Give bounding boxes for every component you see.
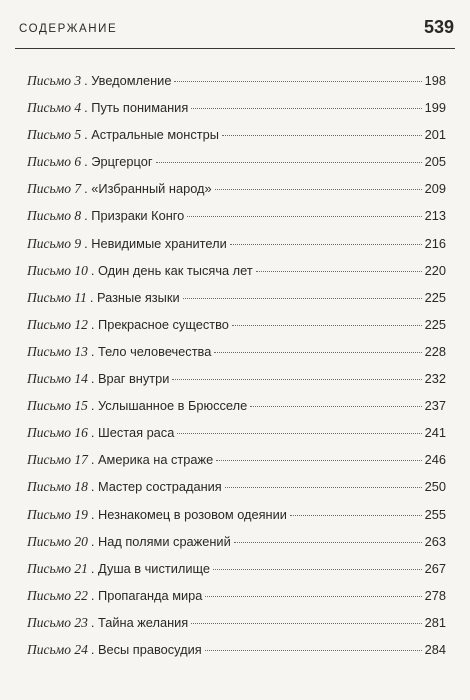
entry-page-number: 237	[424, 398, 446, 414]
dot-leader	[191, 623, 421, 624]
entry-letter-label: Письмо 4	[27, 100, 82, 116]
entry-title: . Прекрасное существо	[90, 316, 229, 332]
dot-leader	[213, 569, 422, 570]
dot-leader	[205, 650, 422, 651]
entry-letter-label: Письмо 13	[27, 343, 88, 359]
entry-letter-label: Письмо 10	[27, 262, 88, 278]
entry-title: . Услышанное в Брюсселе	[90, 398, 248, 414]
dot-leader	[230, 244, 422, 245]
dot-leader	[172, 379, 421, 380]
entry-title: . Америка на страже	[90, 452, 214, 468]
toc-entry	[27, 152, 446, 179]
entry-title: . Тайна желания	[90, 614, 189, 630]
entry-page-number: 201	[424, 127, 446, 143]
dot-leader	[216, 460, 421, 461]
toc-entry	[27, 396, 446, 423]
dot-leader	[214, 352, 421, 353]
entry-page-number: 246	[424, 452, 446, 468]
toc-entry	[27, 342, 446, 369]
entry-title: . Эрцгерцог	[84, 154, 153, 170]
entry-letter-label: Письмо 16	[27, 425, 88, 441]
entry-page-number: 216	[424, 235, 446, 251]
entry-letter-label: Письмо 20	[27, 533, 88, 549]
entry-letter-label: Письмо 7	[27, 181, 82, 197]
toc-entry	[27, 315, 446, 342]
entry-letter-label: Письмо 17	[27, 452, 88, 468]
entry-title: . Астральные монстры	[84, 127, 219, 143]
toc-entry	[27, 559, 446, 586]
toc-entry	[27, 505, 446, 532]
entry-title: . Тело человечества	[90, 343, 212, 359]
toc-entry	[27, 125, 446, 152]
entry-letter-label: Письмо 24	[27, 641, 88, 657]
entry-letter-label: Письмо 6	[27, 154, 82, 170]
entry-letter-label: Письмо 23	[27, 614, 88, 630]
entry-title: . Душа в чистилище	[90, 560, 210, 576]
table-of-contents	[27, 71, 446, 667]
dot-leader	[250, 406, 421, 407]
toc-entry	[27, 477, 446, 504]
dot-leader	[256, 271, 422, 272]
entry-title: . «Избранный народ»	[84, 181, 212, 197]
entry-page-number: 278	[424, 587, 446, 603]
dot-leader	[234, 542, 422, 543]
entry-page-number: 205	[424, 154, 446, 170]
entry-page-number: 267	[424, 560, 446, 576]
entry-letter-label: Письмо 19	[27, 506, 88, 522]
entry-title: . Один день как тысяча лет	[90, 262, 253, 278]
entry-letter-label: Письмо 3	[27, 73, 82, 88]
entry-letter-label: Письмо 11	[27, 289, 87, 305]
toc-entry	[27, 423, 446, 450]
entry-letter-label: Письмо 14	[27, 371, 88, 387]
toc-entry	[27, 532, 446, 559]
entry-letter-label: Письмо 18	[27, 479, 88, 495]
entry-title: . Весы правосудия	[90, 641, 202, 657]
entry-title: . Призраки Конго	[84, 208, 185, 224]
entry-page-number: 250	[424, 479, 446, 495]
dot-leader	[215, 189, 422, 190]
entry-letter-label: Письмо 12	[27, 316, 88, 332]
toc-entry	[27, 179, 446, 206]
toc-entry	[27, 640, 446, 667]
entry-title: . Путь понимания	[84, 100, 189, 116]
dot-leader	[225, 487, 422, 488]
entry-title: . Уведомление	[84, 73, 172, 88]
toc-entry	[27, 369, 446, 396]
header-rule	[15, 48, 455, 49]
entry-page-number: 263	[424, 533, 446, 549]
entry-page-number: 199	[424, 100, 446, 116]
entry-page-number: 220	[424, 262, 446, 278]
dot-leader	[187, 216, 421, 217]
entry-page-number: 225	[424, 316, 446, 332]
entry-letter-label: Письмо 5	[27, 127, 82, 143]
entry-page-number: 198	[424, 73, 446, 88]
dot-leader	[177, 433, 421, 434]
entry-page-number: 284	[424, 641, 446, 657]
entry-letter-label: Письмо 8	[27, 208, 82, 224]
dot-leader	[174, 81, 421, 82]
entry-title: . Незнакомец в розовом одеянии	[90, 506, 287, 522]
toc-entry	[27, 450, 446, 477]
entry-letter-label: Письмо 9	[27, 235, 82, 251]
entry-page-number: 225	[424, 289, 446, 305]
dot-leader	[156, 162, 422, 163]
toc-entry	[27, 98, 446, 125]
entry-letter-label: Письмо 21	[27, 560, 88, 576]
dot-leader	[191, 108, 421, 109]
entry-title: . Невидимые хранители	[84, 235, 227, 251]
running-header	[19, 17, 454, 43]
entry-title: . Над полями сражений	[90, 533, 231, 549]
entry-title: . Пропаганда мира	[90, 587, 203, 603]
toc-entry	[27, 261, 446, 288]
entry-page-number: 209	[424, 181, 446, 197]
toc-entry	[27, 586, 446, 613]
toc-entry	[27, 613, 446, 640]
toc-entry	[27, 71, 446, 98]
dot-leader	[183, 298, 422, 299]
toc-entry	[27, 206, 446, 233]
entry-title: . Шестая раса	[90, 425, 175, 441]
entry-page-number: 241	[424, 425, 446, 441]
entry-title: . Разные языки	[89, 289, 180, 305]
page-number: 539	[423, 17, 454, 37]
entry-page-number: 232	[424, 371, 446, 387]
section-title: СОДЕРЖАНИЕ	[19, 23, 118, 35]
entry-page-number: 228	[424, 343, 446, 359]
dot-leader	[222, 135, 422, 136]
entry-page-number: 255	[424, 506, 446, 522]
entry-page-number: 213	[424, 208, 446, 224]
entry-title: . Мастер сострадания	[90, 479, 222, 495]
toc-entry	[27, 288, 446, 315]
entry-letter-label: Письмо 22	[27, 587, 88, 603]
toc-entry	[27, 234, 446, 261]
entry-page-number: 281	[424, 614, 446, 630]
entry-letter-label: Письмо 15	[27, 398, 88, 414]
dot-leader	[205, 596, 421, 597]
dot-leader	[232, 325, 422, 326]
dot-leader	[290, 515, 422, 516]
entry-title: . Враг внутри	[90, 371, 170, 387]
